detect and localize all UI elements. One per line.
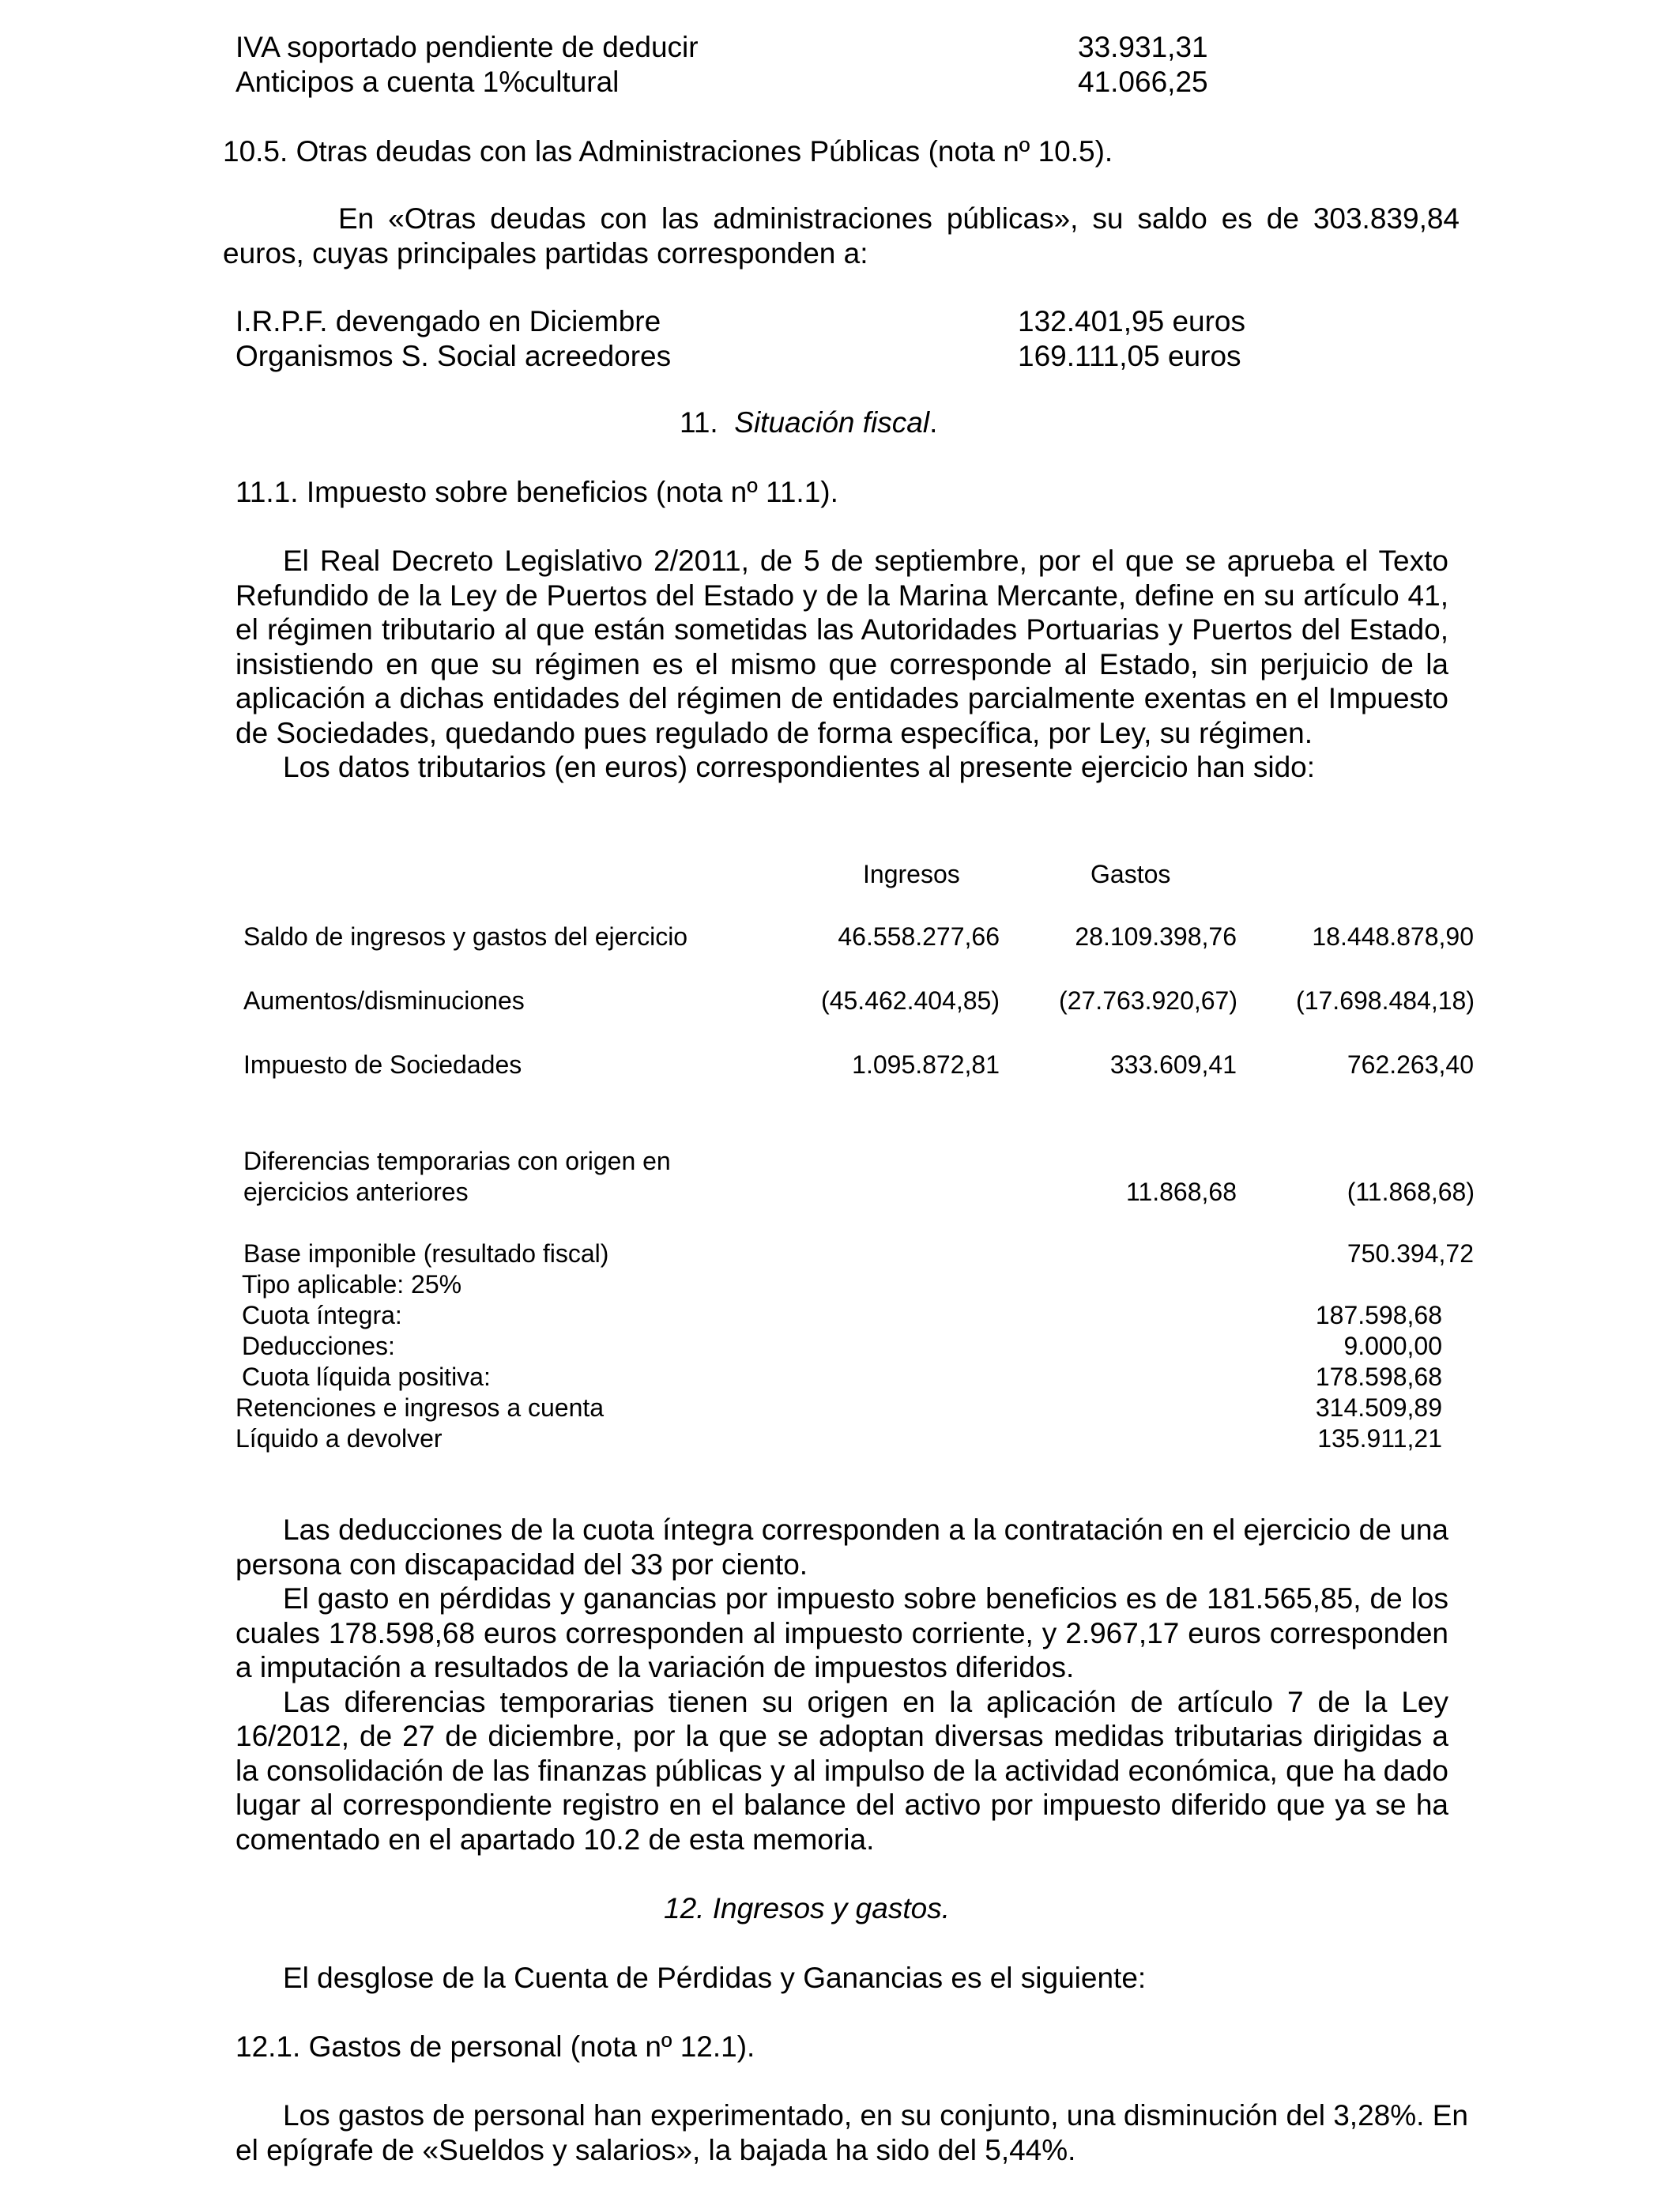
item-label: Organismos S. Social acreedores: [235, 340, 672, 372]
section-12-1-heading: 12.1. Gastos de personal (nota nº 12.1).: [235, 2030, 755, 2063]
calc-label: Líquido a devolver: [235, 1424, 443, 1453]
column-header-ingresos: Ingresos: [863, 860, 960, 888]
calc-value: 178.598,68: [1315, 1363, 1442, 1391]
calc-value: 135.911,21: [1317, 1424, 1442, 1453]
table-cell-ingresos: (45.462.404,85): [821, 986, 1000, 1015]
item-value: 132.401,95 euros: [1018, 305, 1246, 337]
tipo-aplicable: Tipo aplicable: 25%: [242, 1270, 462, 1299]
base-imponible-value: 750.394,72: [1347, 1239, 1474, 1268]
diff-label-line1: Diferencias temporarias con origen en: [243, 1147, 671, 1175]
item-value: 169.111,05 euros: [1018, 340, 1241, 372]
table-row-label: Aumentos/disminuciones: [243, 986, 525, 1015]
calc-label: Deducciones:: [242, 1332, 395, 1360]
calc-value: 314.509,89: [1315, 1393, 1442, 1422]
table-cell-ingresos: 1.095.872,81: [852, 1050, 1000, 1079]
base-imponible-label: Base imponible (resultado fiscal): [243, 1239, 609, 1268]
table-cell-gastos: 333.609,41: [1109, 1050, 1237, 1079]
section-11-paragraph: El Real Decreto Legislativo 2/2011, de 5 de septiembre, por el que se aprueba el Texto Refundido de la Ley de Puertos del Estado y de la Marina Mercante, define en su artículo 41, el régimen tributario al que están sometidas las Autoridades Portuarias y Puertos del Estado, insistiendo en que su régimen es el mismo que corresponde al Estado, sin perjuicio de la aplicación a dichas entidades del régimen de entidades parcialmente exentas en el Impuesto de Sociedades, quedando pues regulado de forma específica, por Ley, su régimen. Los datos tributarios (en euros) correspondientes al presente ejercicio han sido:: [235, 545, 1448, 783]
table-row-label: Impuesto de Sociedades: [243, 1050, 522, 1079]
item-value: 33.931,31: [1078, 31, 1208, 63]
column-header-gastos: Gastos: [1090, 860, 1171, 888]
table-cell-total: (17.698.484,18): [1296, 986, 1475, 1015]
item-value: 41.066,25: [1078, 66, 1208, 98]
table-row-label: Saldo de ingresos y gastos del ejercicio: [243, 922, 688, 951]
table-cell-gastos: 28.109.398,76: [1075, 922, 1237, 951]
table-cell-total: 762.263,40: [1347, 1050, 1474, 1079]
diff-label-line2: ejercicios anteriores: [243, 1178, 469, 1206]
calc-value: 9.000,00: [1343, 1332, 1442, 1360]
table-cell-gastos: 11.868,68: [1126, 1178, 1237, 1206]
section-11-title: 11. Situación fiscal.: [680, 406, 938, 439]
table-cell-gastos: (27.763.920,67): [1059, 986, 1237, 1015]
section-10-5-paragraph: En «Otras deudas con las administraciones públicas», su saldo es de 303.839,84 euros, cuyas principales partidas corresponden a:: [223, 202, 1460, 270]
item-label: Anticipos a cuenta 1%cultural: [235, 66, 620, 98]
section-12-intro: El desglose de la Cuenta de Pérdidas y Ganancias es el siguiente:: [283, 1962, 1147, 1994]
calc-label: Cuota íntegra:: [242, 1301, 402, 1329]
table-cell-ingresos: 46.558.277,66: [838, 922, 1000, 951]
section-12-1-paragraph: Los gastos de personal han experimentado, en su conjunto, una disminución del 3,28%. En el epígrafe de «Sueldos y salarios», la bajada ha sido del 5,44%.: [235, 2099, 1468, 2166]
section-11-notes: Las deducciones de la cuota íntegra corresponden a la contratación en el ejercicio de una persona con discapacidad del 33 por ciento. El gasto en pérdidas y ganancias por impuesto sobre beneficios es de 181.565,85, de los cuales 178.598,68 euros corresponden al impuesto corriente, y 2.967,17 euros corresponden a imputación a resultados de la variación de impuestos diferidos. Las diferencias temporarias tienen su origen en la aplicación de artículo 7 de la Ley 16/2012, de 27 de diciembre, por la que se adoptan diversas medidas tributarias dirigidas a la consolidación de las finanzas públicas y al impulso de la actividad económica, que ha dado lugar al correspondiente registro en el balance del activo por impuesto diferido que ya se ha comentado en el apartado 10.2 de esta memoria.: [235, 1514, 1448, 1856]
section-12-title: 12. Ingresos y gastos.: [664, 1892, 950, 1924]
section-10-5-heading: 10.5. Otras deudas con las Administraciones Públicas (nota nº 10.5).: [223, 135, 1113, 168]
item-label: IVA soportado pendiente de deducir: [235, 31, 699, 63]
calc-label: Cuota líquida positiva:: [242, 1363, 491, 1391]
calc-label: Retenciones e ingresos a cuenta: [235, 1393, 605, 1422]
item-label: I.R.P.F. devengado en Diciembre: [235, 305, 661, 337]
calc-value: 187.598,68: [1315, 1301, 1442, 1329]
table-cell-total: 18.448.878,90: [1312, 922, 1474, 951]
table-cell-total: (11.868,68): [1347, 1178, 1475, 1206]
section-11-1-heading: 11.1. Impuesto sobre beneficios (nota nº 11.1).: [235, 476, 838, 508]
